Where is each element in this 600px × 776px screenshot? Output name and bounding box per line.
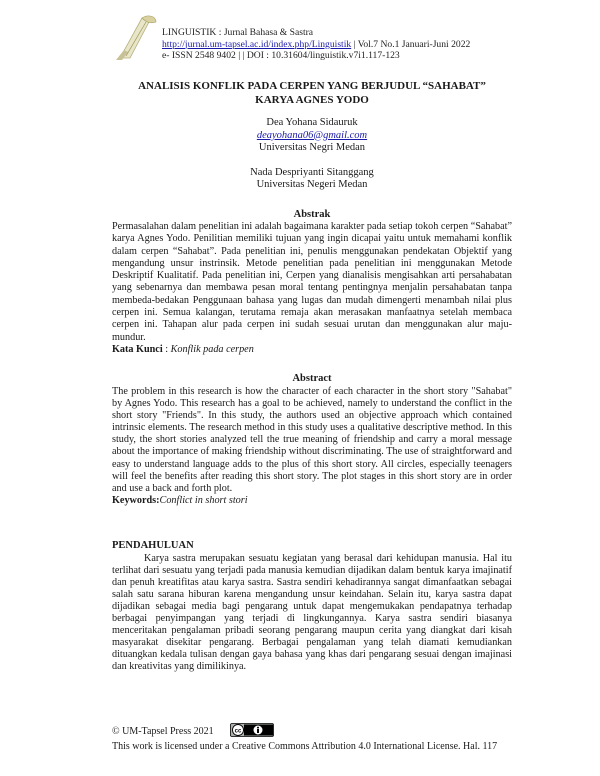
title-line-1: ANALISIS KONFLIK PADA CERPEN YANG BERJUDUL “SAHABAT”: [138, 80, 486, 92]
journal-url-link[interactable]: http://jurnal.um-tapsel.ac.id/index.php/Linguistik: [162, 38, 352, 50]
abstract-text: The problem in this research is how the character of each character in the short story "Sahabat" by Agnes Yodo. This research has a goal to be achieved, namely to understand the conflict in the short story "Friends". In this study, the authors used an objective approach which contained intrinsic elements. The research method in this study uses a qualitative descriptive method. In this study, the short stories analyzed tell the true meaning of friendship and carry a moral message about the importance of making friendship without discriminating. The use of straightforward and easy to understand language adds to the plus of this short story. All circles, especially teenagers will feel the benefits after reading this short story. The plot stages in this short story are in order and use a back and forth plot.: [112, 386, 512, 494]
keywords-label: Keywords:: [112, 494, 160, 506]
author-1-affiliation: Universitas Negri Medan: [258, 142, 366, 154]
paper-title: [112, 79, 512, 107]
abstract-heading: Abstract: [292, 373, 332, 384]
abstrak-body: [112, 221, 512, 356]
kata-kunci-separator: :: [162, 343, 171, 355]
pendahuluan-text: Karya sastra merupakan sesuatu kegiatan yang berasal dari kehidupan manusia. Hal itu terlihat dari sesuatu yang terjadi pada manusia kemudian dijadikan dalam bentuk karya imajinatif dan penuh kreatifitas atau karya sastra. Sastra sendiri kehadirannya sangat dimanfaatkan sebagai salah satu sarana hiburan karena mengandung unsur keindahan. Selain itu, karya sastra dapat dijadikan sebagai media bagi pengarang untuk dapat mengemukakan pendapatnya terhadap berbagai penyimpangan yang terjadi di lingkungannya. Karya sastra sendiri biasanya menceritakan pengalaman pribadi seorang pengarang maupun cerita yang diangkat dari kisah masyarakat disekitar pengarang. Berbagai pengalaman yang telah diamati kemudiankan dituangkan kedala tulisan dengan gaya bahasa yang khas dari pengarang sesuai dengan imajinasi dan kreativitas yang dimilikinya.: [112, 553, 512, 672]
license-text: This work is licensed under a Creative Commons Attribution 4.0 International License. Hal. 117: [112, 741, 498, 752]
copyright: © UM-Tapsel Press 2021: [112, 726, 214, 737]
keywords-value: Conflict in short stori: [159, 494, 248, 506]
title-line-2: KARYA AGNES YODO: [255, 94, 369, 106]
author-2-name: Nada Despriyanti Sitanggang: [250, 166, 374, 178]
journal-name: LINGUISTIK : Jurnal Bahasa & Sastra: [162, 27, 314, 38]
creative-commons-badge-icon[interactable]: [230, 723, 274, 737]
kata-kunci-label: Kata Kunci: [112, 343, 163, 355]
abstract-body: [112, 386, 512, 507]
author-1-name: Dea Yohana Sidauruk: [266, 117, 358, 128]
author-block: [112, 117, 512, 192]
abstrak-text: Permasalahan dalam penelitian ini adalah bagaimana karakter pada setiap tokoh cerpen “Sahabat” karya Agnes Yodo. Penilitian memiliki tujuan yang ingin dicapai yaitu untuk memahami konflik dalam cerpen “Sahabat”. Pada penelitian ini, penulis menggunakan pendekatan Objektif yang mengandung unsur instrinsik. Metode penelitian pada penelitian ini menggunakan Metode Deskriptif Kualitatif. Pada penelitian ini, Cerpen yang dianalisis mengisahkan arti persahabatan yang sebenarnya dan membawa pesan moral tentang pentingnya menjalin persahabatan tanpa membeda-bedakan Penggunaan bahasa yang lugas dan mudah dimengerti menambah nilai plus cerpen ini. Semua kalangan, terutama remaja akan merasakan manfaatnya setelah membaca cerpen ini. Tahapan alur pada cerpen ini sudah sesuai urutan dan menggunakan alur maju-mundur.: [112, 221, 512, 343]
journal-header: [162, 27, 470, 62]
journal-logo-quill-icon: [112, 12, 158, 62]
abstrak-heading: Abstrak: [293, 209, 331, 220]
kata-kunci-value: Konflik pada cerpen: [170, 343, 254, 355]
author-1-email-link[interactable]: deayohana06@gmail.com: [256, 129, 368, 141]
issn-doi: e- ISSN 2548 9402 | | DOI : 10.31604/linguistik.v7i1.117-123: [162, 50, 400, 61]
cc-label: cc: [234, 728, 242, 735]
journal-volume: | Vol.7 No.1 Januari-Juni 2022: [353, 38, 471, 50]
pendahuluan-heading: PENDAHULUAN: [112, 540, 194, 551]
author-2-affiliation: Universitas Negeri Medan: [256, 179, 368, 191]
